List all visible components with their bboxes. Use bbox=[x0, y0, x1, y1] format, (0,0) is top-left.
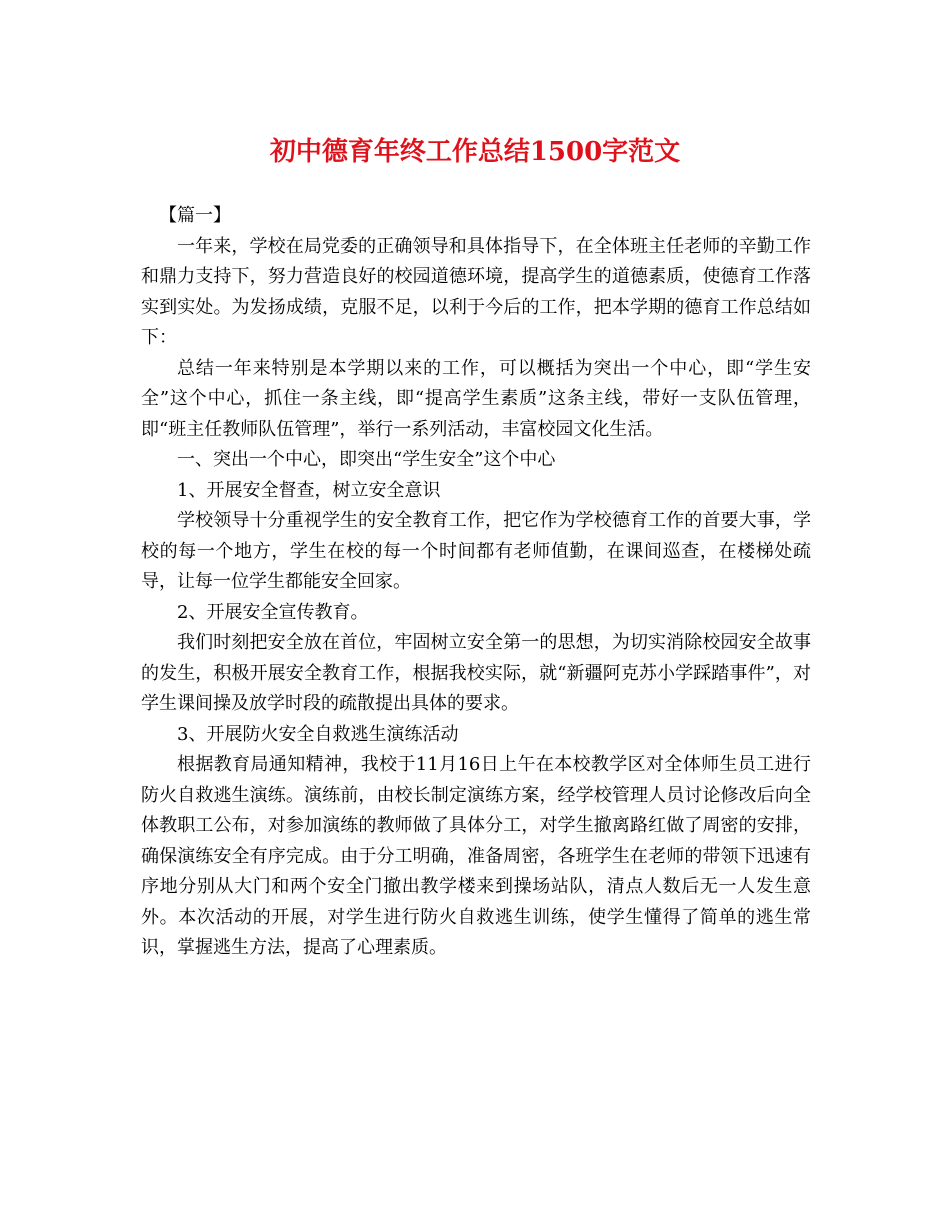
document-body bbox=[141, 201, 811, 964]
heading-section-one: 一、突出一个中心，即突出“学生安全”这个中心 bbox=[177, 449, 556, 470]
subheading-1: 1、开展安全督查，树立安全意识 bbox=[177, 479, 441, 501]
paragraph-safety-education: 我们时刻把安全放在首位，牢固树立安全第一的思想，为切实消除校园安全故事的发生，积极开展安全教育工作，根据我校实际，就“新疆阿克苏小学踩踏事件”，对学生课间操及放学时段的疏散提出具体的要求。 bbox=[141, 632, 811, 714]
document-title: 初中德育年终工作总结1500字范文 bbox=[269, 137, 681, 167]
paragraph-fire-drill: 根据教育局通知精神，我校于11月16日上午在本校教学区对全体师生员工进行防火自救逃生演练。演练前，由校长制定演练方案，经学校管理人员讨论修改后向全体教职工公布，对参加演练的教师做了具体分工，对学生撤离路红做了周密的安排，确保演练安全有序完成。由于分工明确，准备周密，各班学生在老师的带领下迅速有序地分别从大门和两个安全门撤出教学楼来到操场站队，清点人数后无一人发生意外。本次活动的开展，对学生进行防火自救逃生训练，使学生懂得了简单的逃生常识，掌握逃生方法，提高了心理素质。 bbox=[141, 754, 811, 958]
paragraph-safety-inspection: 学校领导十分重视学生的安全教育工作，把它作为学校德育工作的首要大事，学校的每一个地方，学生在校的每一个时间都有老师值勤，在课间巡查，在楼梯处疏导，让每一位学生都能安全回家。 bbox=[141, 510, 811, 592]
paragraph-summary: 总结一年来特别是本学期以来的工作，可以概括为突出一个中心，即“学生安全”这个中心，抓住一条主线，即“提高学生素质”这条主线，带好一支队伍管理，即“班主任教师队伍管理”，举行一系列活动，丰富校园文化生活。 bbox=[141, 357, 811, 440]
subheading-2: 2、开展安全宣传教育。 bbox=[177, 601, 369, 623]
subheading-3: 3、开展防火安全自救逃生演练活动 bbox=[177, 723, 459, 745]
section-label: 【篇一】 bbox=[159, 205, 231, 226]
paragraph-intro: 一年来，学校在局党委的正确领导和具体指导下，在全体班主任老师的辛勤工作和鼎力支持下，努力营造良好的校园道德环境，提高学生的道德素质，使德育工作落实到实处。为发扬成绩，克服不足，以利于今后的工作，把本学期的德育工作总结如下： bbox=[141, 235, 811, 348]
